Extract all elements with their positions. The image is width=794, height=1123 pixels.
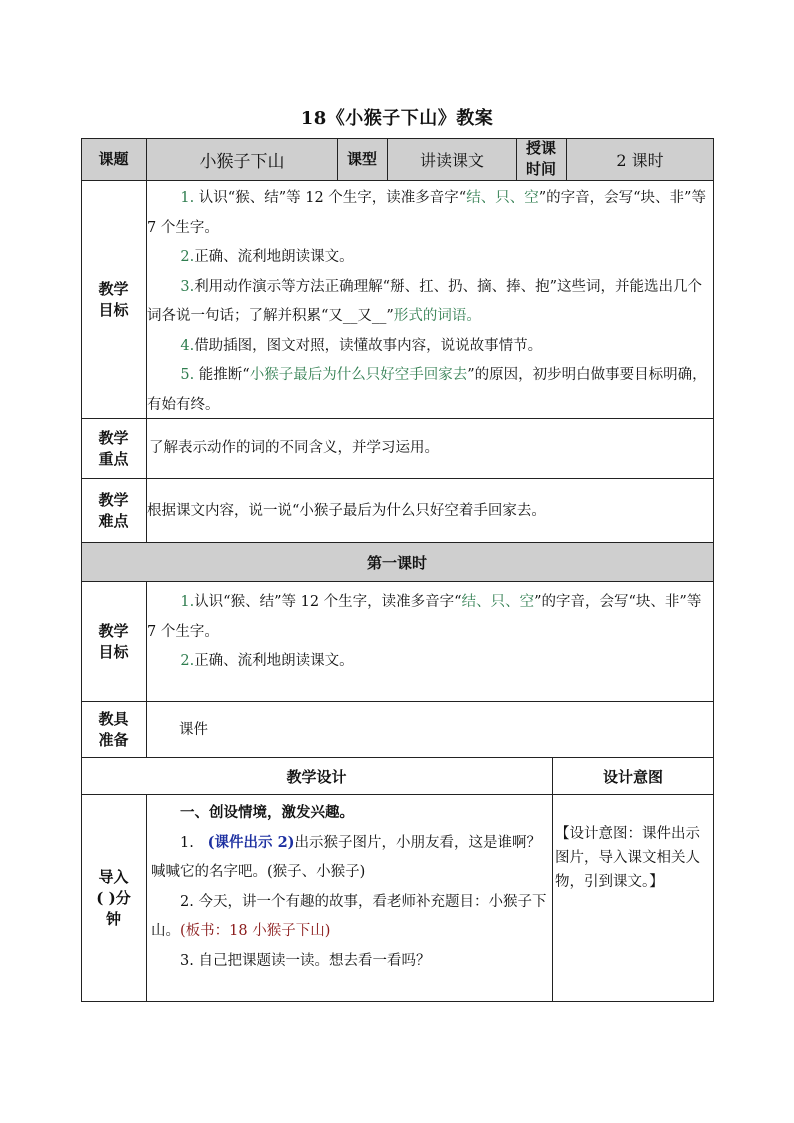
intro-step-2: 2. 今天，讲一个有趣的故事，看老师补充题目：小猴子下山。(板书：18 小猴子下山) [151,893,547,939]
intro-content [151,798,551,976]
difficulties-text: 根据课文内容，说一说“小猴子最后为什么只好空着手回家去。 [147,503,546,519]
objective-item-3: 3.利用动作演示等方法正确理解“掰、扛、扔、摘、捧、抱”这些词，并能选出几个词各说一句话；了解并积累“又__又__”形式的词语。 [147,278,703,324]
materials-label: 教具 准备 [98,709,129,749]
time-label-line1: 授课 [525,139,556,157]
lesson-one-objective-2: 2.正确、流利地朗读课文。 [180,653,354,669]
objectives-label-line1: 教学 [98,279,129,298]
type-label: 课型 [346,149,377,168]
intent-column-header: 设计意图 [602,767,663,786]
materials-text: 课件 [179,722,208,738]
objectives-list [147,184,713,420]
intro-step-1: 1. (课件出示 2)出示猴子图片，小朋友看，这是谁啊？喊喊它的名字吧。(猴子、小猴子) [151,833,542,880]
intro-heading: 一、创设情境，激发兴趣。 [180,804,354,821]
type-value: 讲读课文 [419,150,484,170]
time-label [516,138,566,180]
lesson-plan-table [81,138,714,1002]
objective-item-5: 5. 能推断“小猴子最后为什么只好空手回家去”的原因，初步明白做事要目标明确，有始有终。 [147,367,707,413]
key-points-text: 了解表示动作的词的不同含义，并学习运用。 [149,440,439,456]
objectives-label [81,181,146,418]
intro-step-3: 3. 自己把课题读一读。想去看一看吗？ [180,952,431,969]
objectives-label-line2: 目标 [98,300,129,319]
objective-item-1: 1. 认识“猴、结”等 12 个生字，读准多音字“结、只、空”的字音，会写“块、非”等 7 个生字。 [147,190,706,236]
lesson-one-heading: 第一课时 [366,553,427,572]
objective-item-2: 2.正确、流利地朗读课文。 [180,249,354,265]
time-value: 2 课时 [616,150,664,170]
page-title: 18《小猴子下山》教案 [300,108,494,129]
topic-label: 课题 [98,149,129,168]
intro-intent: 【设计意图：课件出示图片，导入课文相关人物，引到课文。】 [555,826,700,890]
topic-value: 小猴子下山 [199,151,285,172]
time-label-line2: 时间 [525,160,556,178]
key-points-label: 教学 重点 [98,428,129,468]
design-column-header: 教学设计 [286,767,347,786]
lesson-one-objective-1: 1.认识“猴、结”等 12 个生字，读准多音字“结、只、空”的字音，会写“块、非”等 7 个生字。 [147,594,702,640]
intro-label: 导入 ( )分 钟 [96,867,131,928]
lesson-one-objectives-label: 教学 目标 [98,621,129,661]
difficulties-label: 教学 难点 [98,490,129,530]
objective-item-4: 4.借助插图，图文对照，读懂故事内容，说说故事情节。 [180,337,543,354]
lesson-one-objectives-list [147,588,713,677]
